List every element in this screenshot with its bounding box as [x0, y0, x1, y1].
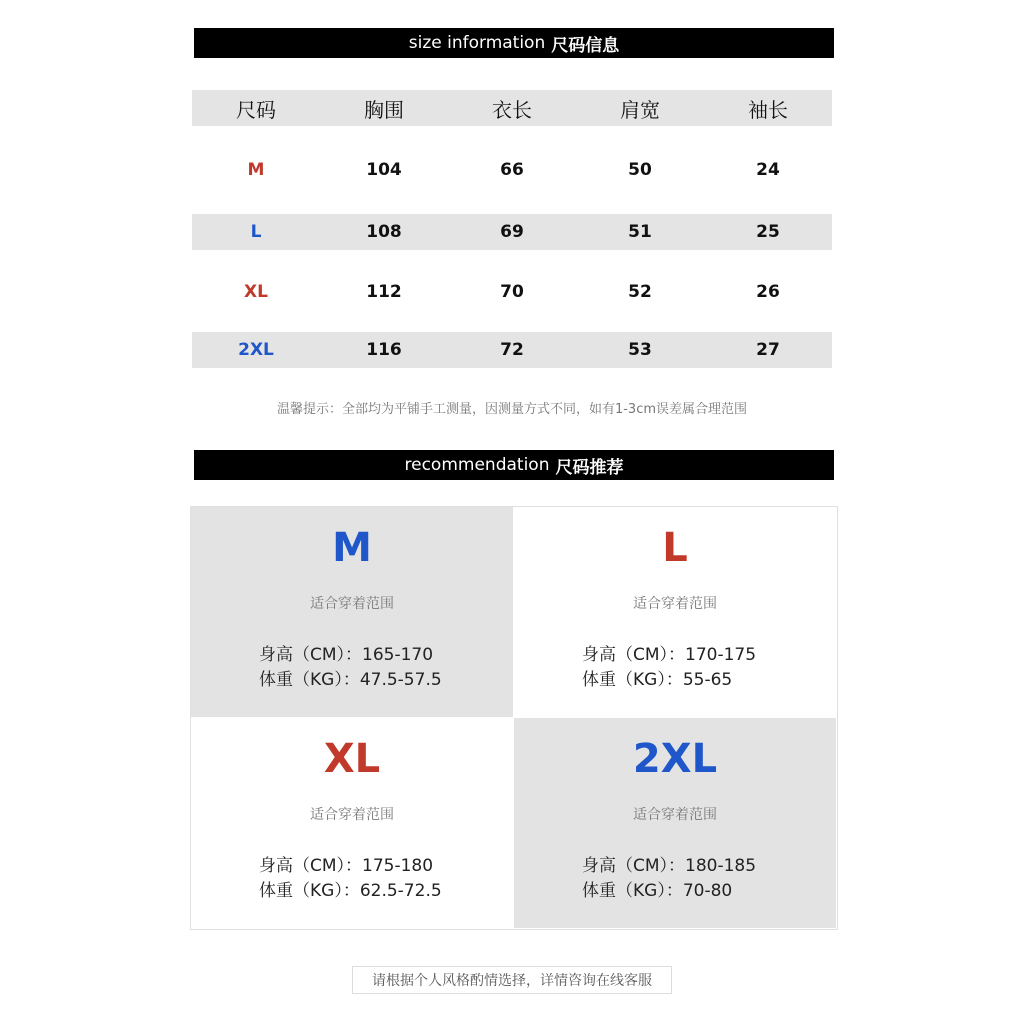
table-row — [192, 214, 832, 250]
chest-cell: 112 — [366, 282, 402, 302]
length-cell: 66 — [500, 160, 524, 180]
chest-cell: 116 — [366, 340, 402, 360]
header-cell-sleeve: 袖长 — [748, 97, 788, 122]
recommendation-card-xl — [191, 718, 513, 928]
card-subtitle: 适合穿着范围 — [633, 807, 717, 823]
recommendation-card-2xl — [514, 718, 836, 928]
size-cell: 2XL — [238, 340, 274, 360]
card-height-range: 身高（CM）：165-170 — [259, 645, 434, 665]
measurement-tip: 温馨提示：全部均为平铺手工测量，因测量方式不同，如有1-3cm误差属合理范围 — [276, 402, 748, 417]
card-subtitle: 适合穿着范围 — [633, 596, 717, 612]
chest-cell: 108 — [366, 222, 402, 242]
length-cell: 72 — [500, 340, 524, 360]
card-size-label: XL — [323, 736, 381, 782]
table-header-row — [192, 90, 832, 126]
card-height-range: 身高（CM）：180-185 — [582, 856, 757, 876]
card-weight-range: 体重（KG）：70-80 — [582, 881, 733, 901]
size-information-title-zh: 尺码信息 — [551, 35, 620, 56]
size-cell: M — [247, 160, 265, 180]
header-cell-chest: 胸围 — [364, 97, 404, 122]
shoulder-cell: 50 — [628, 160, 652, 180]
size-cell: XL — [244, 282, 268, 302]
size-information-title-en: size information — [408, 33, 546, 53]
table-row — [192, 152, 832, 188]
recommendation-card-l — [514, 507, 836, 717]
length-cell: 69 — [500, 222, 524, 242]
sleeve-cell: 24 — [756, 160, 780, 180]
card-size-label: L — [662, 525, 688, 571]
footer-note-text: 请根据个人风格酌情选择，详情咨询在线客服 — [372, 973, 652, 989]
shoulder-cell: 53 — [628, 340, 652, 360]
card-subtitle: 适合穿着范围 — [310, 807, 394, 823]
shoulder-cell: 52 — [628, 282, 652, 302]
recommendation-header — [194, 450, 834, 480]
recommendation-card-m — [191, 507, 513, 717]
table-row — [192, 274, 832, 310]
card-height-range: 身高（CM）：175-180 — [259, 856, 434, 876]
table-row — [192, 332, 832, 368]
header-cell-size: 尺码 — [236, 97, 276, 122]
card-size-label: 2XL — [632, 736, 718, 782]
recommendation-title-zh: 尺码推荐 — [555, 457, 624, 478]
sleeve-cell: 26 — [756, 282, 780, 302]
chest-cell: 104 — [366, 160, 402, 180]
card-weight-range: 体重（KG）：55-65 — [582, 670, 733, 690]
shoulder-cell: 51 — [628, 222, 652, 242]
header-cell-shoulder: 肩宽 — [620, 97, 660, 122]
card-subtitle: 适合穿着范围 — [310, 596, 394, 612]
card-size-label: M — [332, 525, 372, 571]
card-weight-range: 体重（KG）：47.5-57.5 — [259, 670, 442, 690]
size-recommendation-grid — [190, 506, 838, 930]
header-cell-length: 衣长 — [492, 97, 532, 122]
card-weight-range: 体重（KG）：62.5-72.5 — [259, 881, 442, 901]
recommendation-title-en: recommendation — [404, 455, 550, 475]
sleeve-cell: 25 — [756, 222, 780, 242]
card-height-range: 身高（CM）：170-175 — [582, 645, 757, 665]
sleeve-cell: 27 — [756, 340, 780, 360]
size-cell: L — [250, 222, 262, 242]
size-information-header — [194, 28, 834, 58]
footer-note — [352, 966, 672, 994]
length-cell: 70 — [500, 282, 524, 302]
